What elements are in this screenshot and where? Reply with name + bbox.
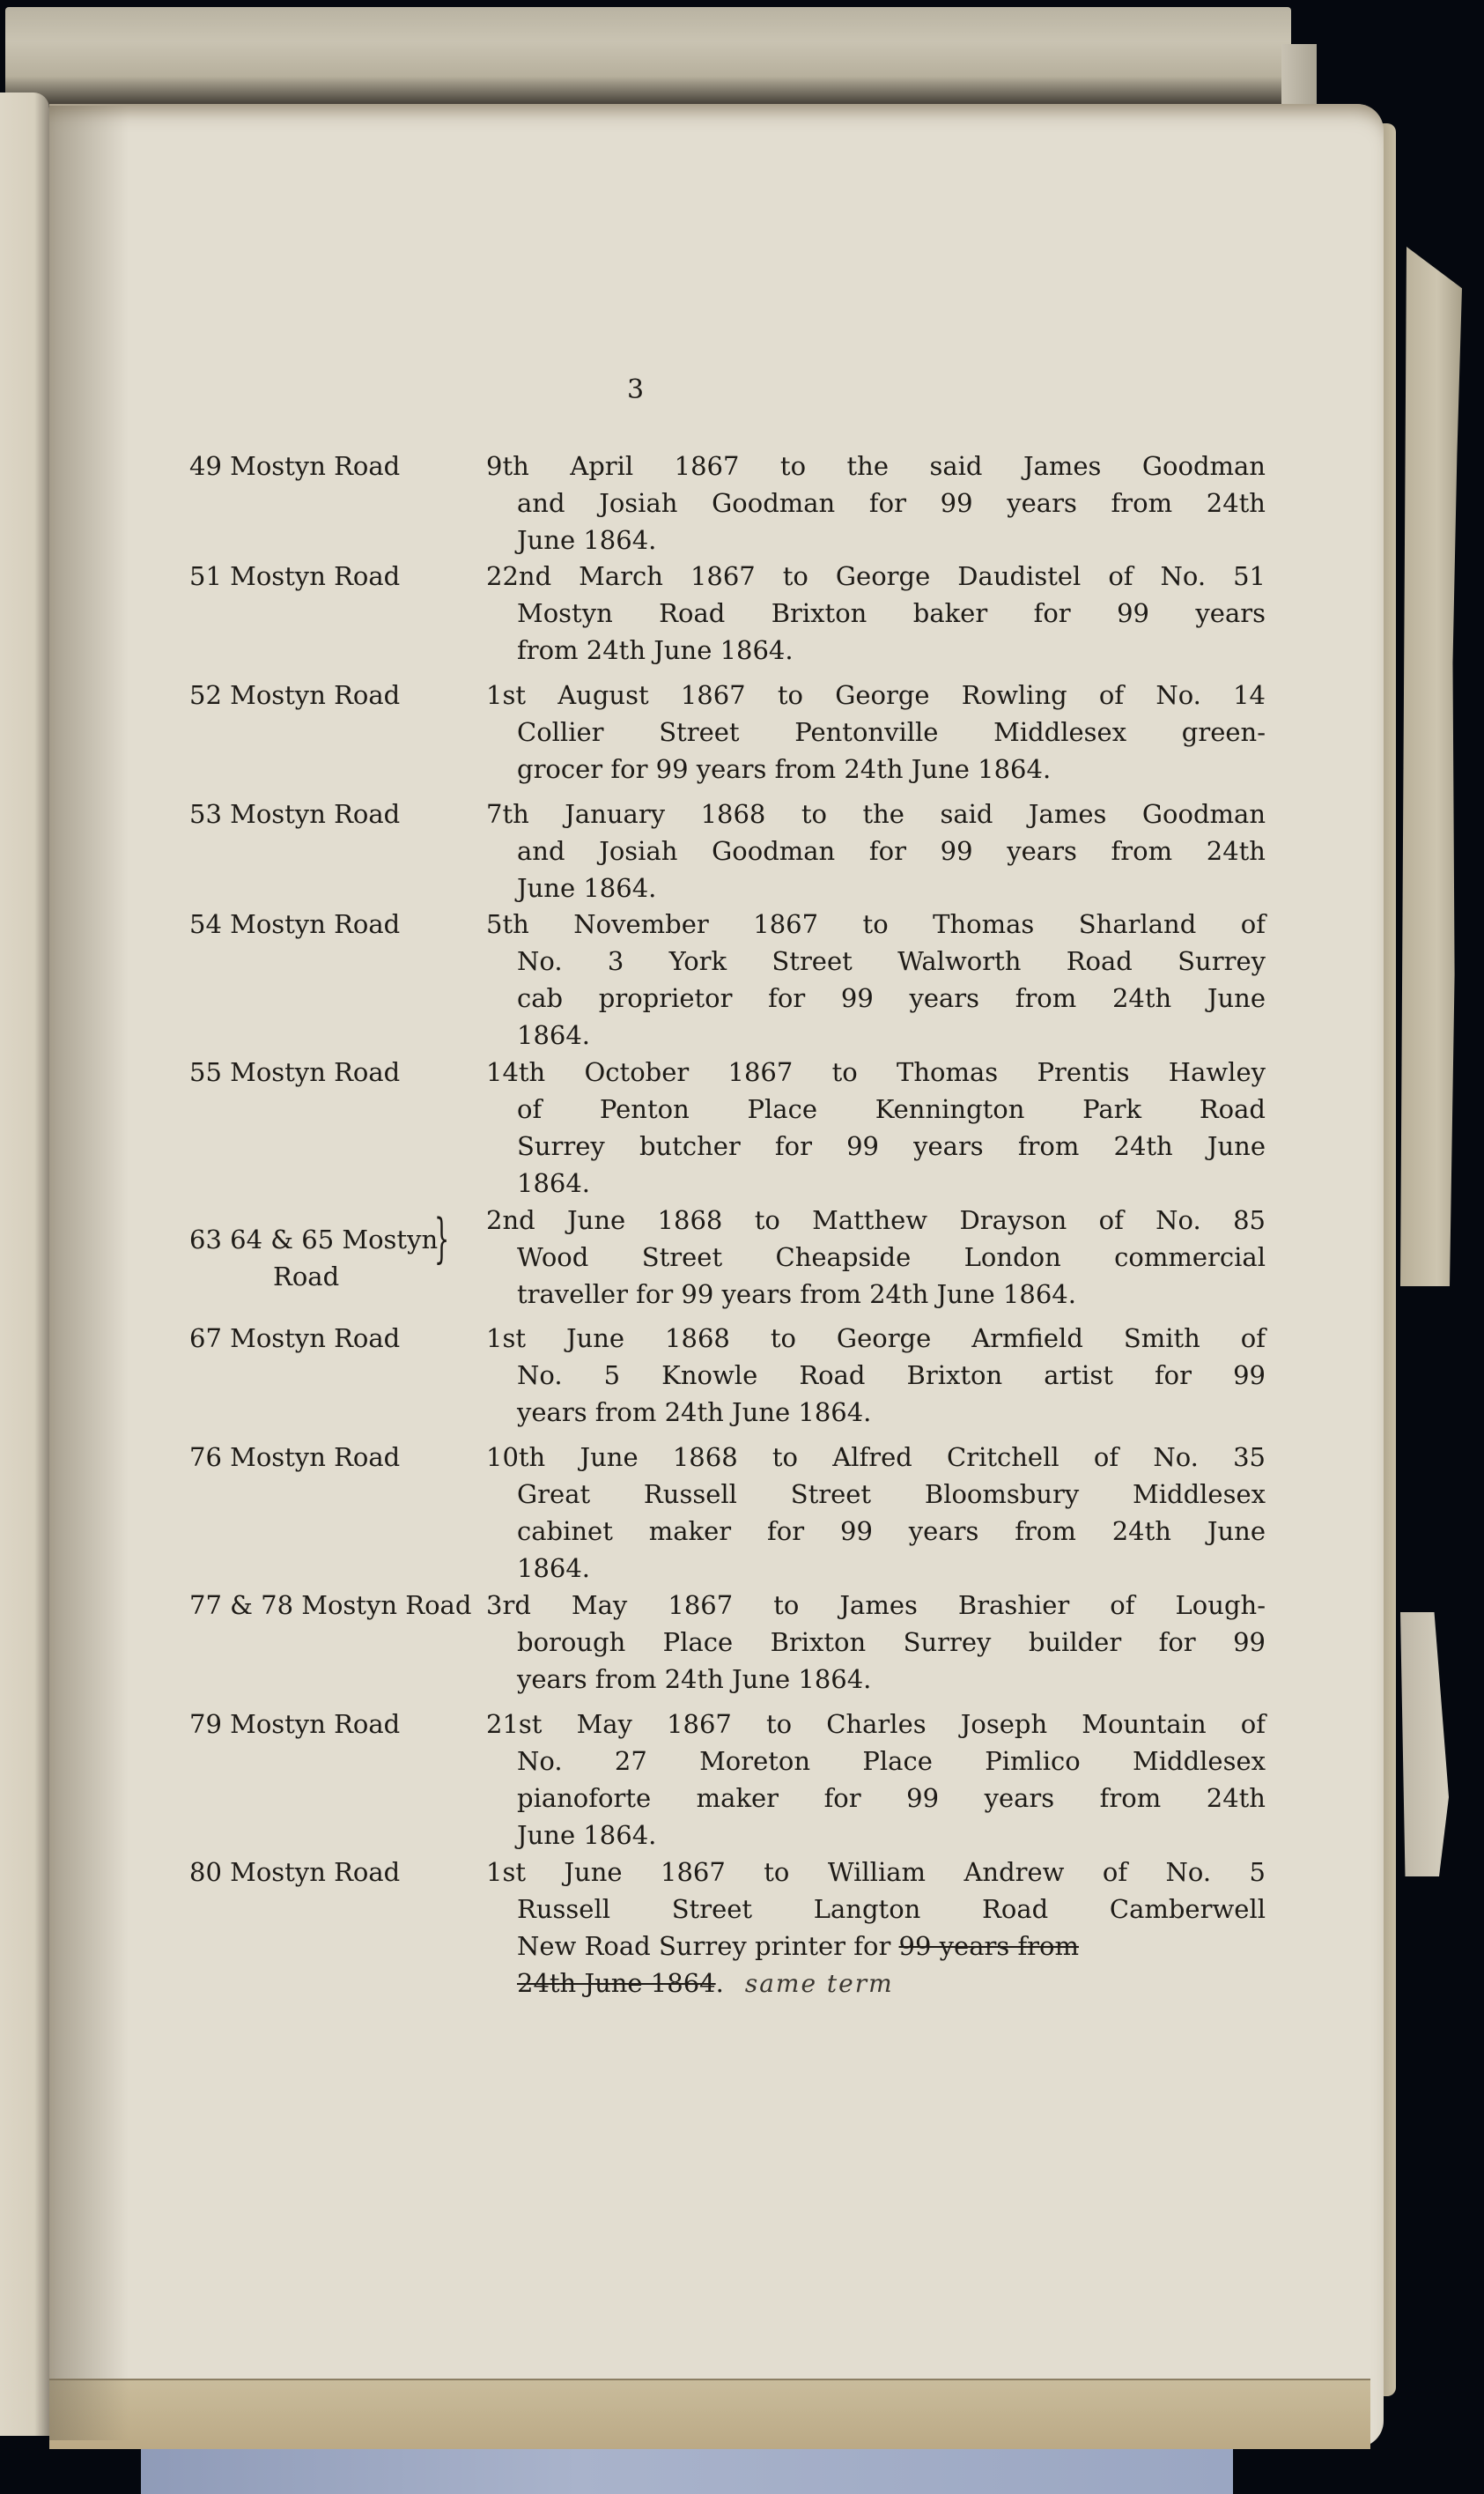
entry-address: 67 Mostyn Road <box>189 1323 401 1353</box>
address-line-1: 63 64 & 65 Mostyn <box>189 1225 439 1254</box>
desc-line: 7th January 1868 to the said James Goodman <box>486 799 1266 829</box>
entry-address: 55 Mostyn Road <box>189 1057 401 1087</box>
entry-description <box>486 1054 1266 1202</box>
desc-line: No. 3 York Street Walworth Road Surrey <box>517 946 1266 976</box>
desc-line <box>486 1928 1266 1965</box>
address-line-2: Road <box>273 1262 340 1291</box>
desc-line: 1st June 1868 to George Armfield Smith of <box>486 1323 1266 1353</box>
entry-address: 76 Mostyn Road <box>189 1442 401 1472</box>
entry-description <box>486 1587 1266 1698</box>
desc-line: grocer for 99 years from 24th June 1864. <box>517 754 1052 784</box>
desc-line: years from 24th June 1864. <box>517 1664 872 1694</box>
desc-line: Wood Street Cheapside London commercial <box>517 1242 1266 1272</box>
desc-line: and Josiah Goodman for 99 years from 24th <box>517 836 1266 866</box>
desc-line: June 1864. <box>517 873 657 903</box>
desc-line: Mostyn Road Brixton baker for 99 years <box>517 598 1266 628</box>
desc-line: Surrey butcher for 99 years from 24th June <box>517 1131 1266 1161</box>
desc-line: 22nd March 1867 to George Daudistel of No. 51 <box>486 561 1266 591</box>
desc-line: June 1864. <box>517 525 657 555</box>
struck-text: 99 years from <box>898 1931 1080 1961</box>
desc-line: 1864. <box>517 1168 591 1198</box>
desc-line: cab proprietor for 99 years from 24th June <box>517 983 1266 1013</box>
entry-address: 79 Mostyn Road <box>189 1709 401 1739</box>
entry-description <box>486 448 1266 559</box>
entry-address: 52 Mostyn Road <box>189 680 401 710</box>
entry-address: 53 Mostyn Road <box>189 799 401 829</box>
desc-line: cabinet maker for 99 years from 24th June <box>517 1516 1266 1546</box>
desc-line: No. 27 Moreton Place Pimlico Middlesex <box>517 1746 1266 1776</box>
desc-line: June 1864. <box>517 1820 657 1850</box>
brace-icon: } <box>434 1208 450 1269</box>
desc-line: 5th November 1867 to Thomas Sharland of <box>486 909 1266 939</box>
desc-line: from 24th June 1864. <box>517 635 794 665</box>
entry-address: 54 Mostyn Road <box>189 909 401 939</box>
handwritten-annotation: same term <box>744 1969 894 1998</box>
desc-line: Collier Street Pentonville Middlesex green- <box>517 717 1266 747</box>
desc-line: traveller for 99 years from 24th June 1864. <box>517 1279 1076 1309</box>
page-number: 3 <box>627 374 645 405</box>
desc-line: 1st June 1867 to William Andrew of No. 5 <box>486 1857 1266 1887</box>
desc-line: borough Place Brixton Surrey builder for 99 <box>517 1627 1266 1657</box>
desc-line: No. 5 Knowle Road Brixton artist for 99 <box>517 1360 1266 1390</box>
desc-line: 14th October 1867 to Thomas Prentis Hawley <box>486 1057 1266 1087</box>
desc-line: 1st August 1867 to George Rowling of No. 14 <box>486 680 1266 710</box>
desc-line: and Josiah Goodman for 99 years from 24th <box>517 488 1266 518</box>
desc-line <box>486 1965 1266 2002</box>
entry-address: 49 Mostyn Road <box>189 451 401 481</box>
desc-line: 3rd May 1867 to James Brashier of Lough- <box>486 1590 1266 1620</box>
desc-line: of Penton Place Kennington Park Road <box>517 1094 1266 1124</box>
desc-line: 21st May 1867 to Charles Joseph Mountain of <box>486 1709 1266 1739</box>
entry-description <box>486 677 1266 788</box>
entry-description <box>486 1854 1266 2002</box>
desc-line: pianoforte maker for 99 years from 24th <box>517 1783 1266 1813</box>
desc-text: . <box>715 1968 724 1998</box>
entry-description <box>486 906 1266 1054</box>
desc-line: 9th April 1867 to the said James Goodman <box>486 451 1266 481</box>
entry-description <box>486 1202 1266 1313</box>
entry-address: 77 & 78 Mostyn Road <box>189 1590 472 1620</box>
entry-description <box>486 1320 1266 1431</box>
desc-line: 1864. <box>517 1020 591 1050</box>
entry-address: 80 Mostyn Road <box>189 1857 401 1887</box>
entry-description <box>486 796 1266 907</box>
entry-address <box>189 1208 471 1295</box>
entry-description <box>486 1706 1266 1854</box>
desc-line: Russell Street Langton Road Camberwell <box>517 1894 1266 1924</box>
desc-line: 1864. <box>517 1553 591 1583</box>
desc-line: Great Russell Street Bloomsbury Middlesex <box>517 1479 1266 1509</box>
desc-text: New Road Surrey printer for <box>517 1931 899 1961</box>
entry-description <box>486 1439 1266 1587</box>
desc-line: years from 24th June 1864. <box>517 1397 872 1427</box>
desc-line: 10th June 1868 to Alfred Critchell of No. 35 <box>486 1442 1266 1472</box>
struck-text: 24th June 1864 <box>517 1968 716 1998</box>
entry-description <box>486 558 1266 669</box>
entry-address: 51 Mostyn Road <box>189 561 401 591</box>
desc-line: 2nd June 1868 to Matthew Drayson of No. 85 <box>486 1205 1266 1235</box>
